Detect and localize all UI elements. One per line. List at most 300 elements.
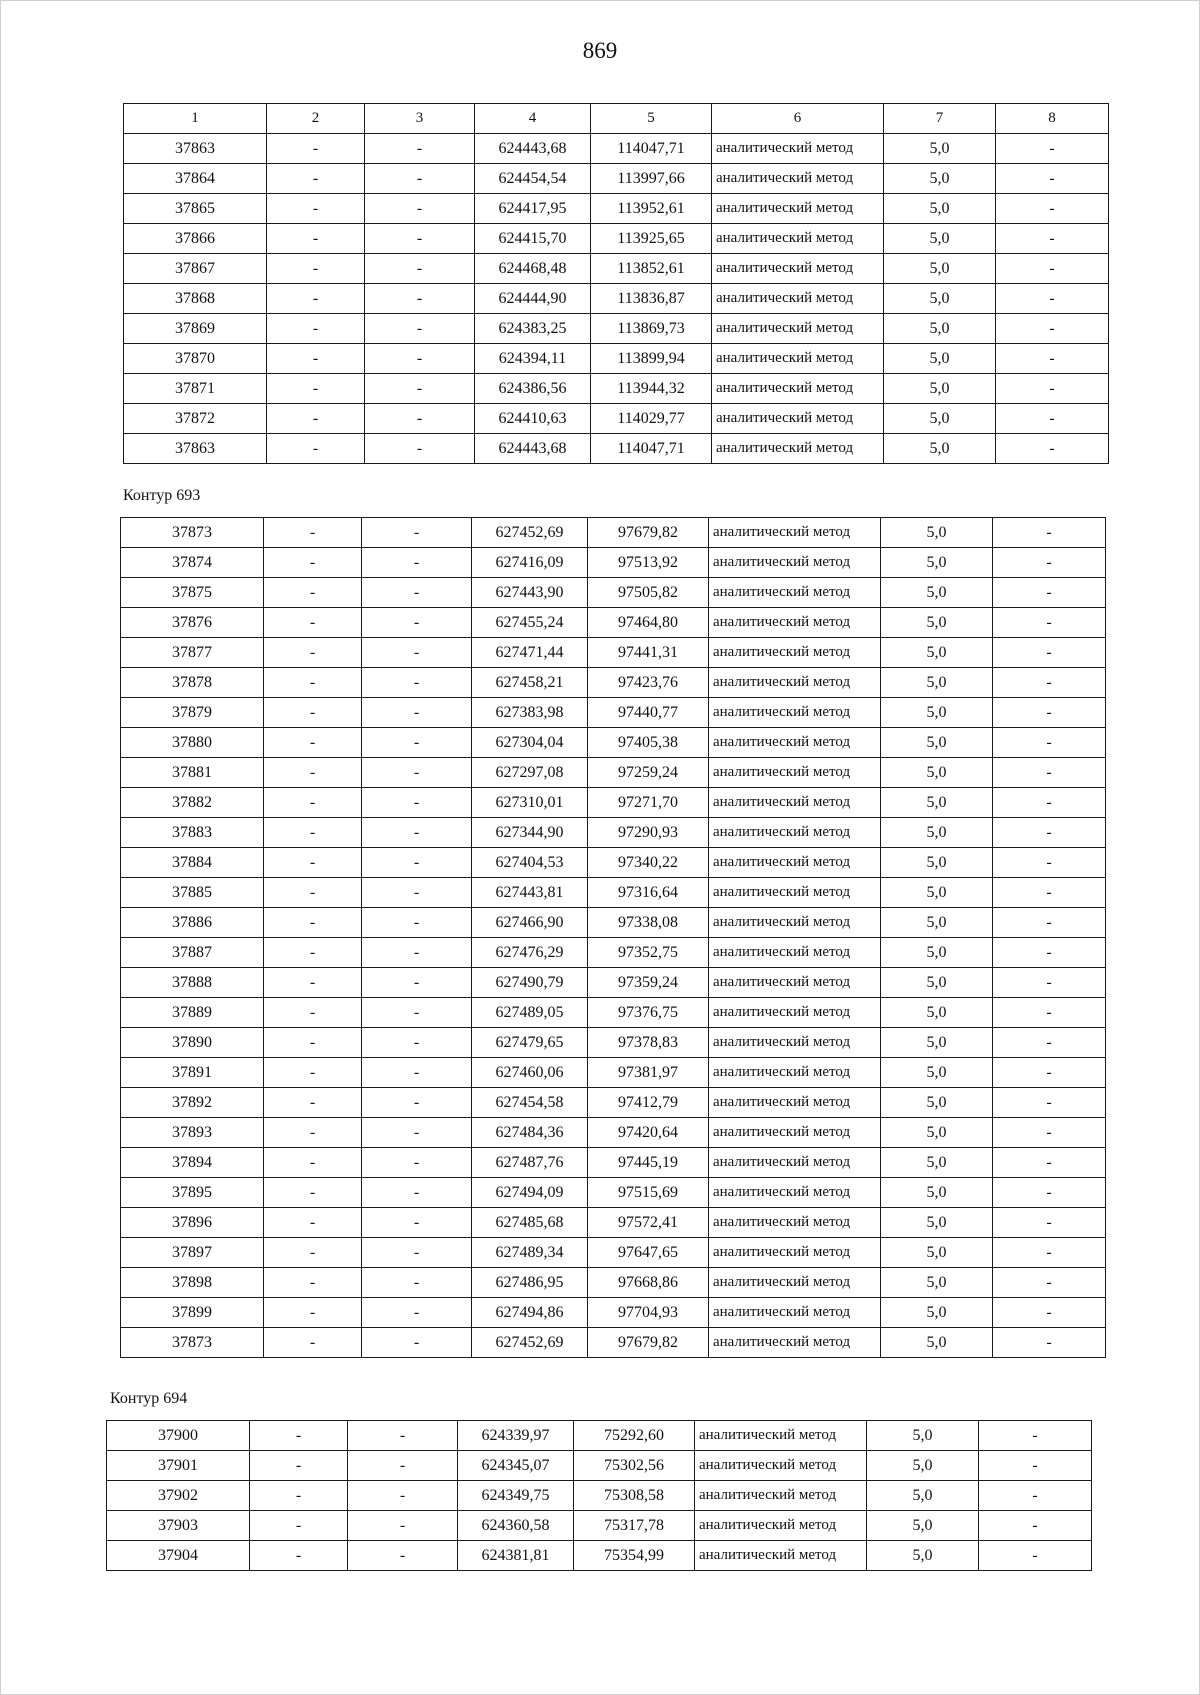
accuracy-cell: 5,0 <box>881 608 993 638</box>
point-number-cell: 37886 <box>121 908 264 938</box>
x-coordinate-cell: 624454,54 <box>475 164 591 194</box>
point-number-cell: 37868 <box>124 284 267 314</box>
point-number-cell: 37863 <box>124 434 267 464</box>
method-cell: аналитический метод <box>709 1028 881 1058</box>
col3-cell: - <box>362 1208 472 1238</box>
col3-cell: - <box>348 1421 458 1451</box>
col2-cell: - <box>264 1148 362 1178</box>
y-coordinate-cell: 97412,79 <box>588 1088 709 1118</box>
coordinates-table <box>106 1420 1092 1571</box>
accuracy-cell: 5,0 <box>881 518 993 548</box>
accuracy-cell: 5,0 <box>881 1028 993 1058</box>
column-header: 5 <box>591 104 712 134</box>
col3-cell: - <box>362 1028 472 1058</box>
accuracy-cell: 5,0 <box>881 1268 993 1298</box>
point-number-cell: 37876 <box>121 608 264 638</box>
x-coordinate-cell: 624345,07 <box>458 1451 574 1481</box>
point-number-cell: 37888 <box>121 968 264 998</box>
y-coordinate-cell: 75308,58 <box>574 1481 695 1511</box>
accuracy-cell: 5,0 <box>881 758 993 788</box>
table-block-1 <box>123 103 1109 464</box>
table-row <box>121 878 1106 908</box>
y-coordinate-cell: 97679,82 <box>588 518 709 548</box>
col2-cell: - <box>264 1028 362 1058</box>
point-number-cell: 37872 <box>124 404 267 434</box>
col2-cell: - <box>264 788 362 818</box>
accuracy-cell: 5,0 <box>881 1208 993 1238</box>
col3-cell: - <box>362 548 472 578</box>
col2-cell: - <box>264 1298 362 1328</box>
x-coordinate-cell: 627458,21 <box>472 668 588 698</box>
col8-cell: - <box>993 848 1106 878</box>
accuracy-cell: 5,0 <box>881 818 993 848</box>
table-row <box>121 1298 1106 1328</box>
method-cell: аналитический метод <box>709 1118 881 1148</box>
accuracy-cell: 5,0 <box>884 344 996 374</box>
x-coordinate-cell: 627344,90 <box>472 818 588 848</box>
x-coordinate-cell: 627383,98 <box>472 698 588 728</box>
point-number-cell: 37903 <box>107 1511 250 1541</box>
col2-cell: - <box>264 728 362 758</box>
x-coordinate-cell: 624468,48 <box>475 254 591 284</box>
table-row <box>121 1238 1106 1268</box>
method-cell: аналитический метод <box>709 878 881 908</box>
col3-cell: - <box>362 668 472 698</box>
method-cell: аналитический метод <box>712 404 884 434</box>
y-coordinate-cell: 113852,61 <box>591 254 712 284</box>
point-number-cell: 37898 <box>121 1268 264 1298</box>
x-coordinate-cell: 624339,97 <box>458 1421 574 1451</box>
col8-cell: - <box>979 1481 1092 1511</box>
col2-cell: - <box>264 668 362 698</box>
x-coordinate-cell: 627466,90 <box>472 908 588 938</box>
accuracy-cell: 5,0 <box>884 374 996 404</box>
accuracy-cell: 5,0 <box>881 998 993 1028</box>
x-coordinate-cell: 627489,05 <box>472 998 588 1028</box>
x-coordinate-cell: 624383,25 <box>475 314 591 344</box>
accuracy-cell: 5,0 <box>881 548 993 578</box>
accuracy-cell: 5,0 <box>881 1328 993 1358</box>
col8-cell: - <box>979 1451 1092 1481</box>
y-coordinate-cell: 97338,08 <box>588 908 709 938</box>
col2-cell: - <box>264 818 362 848</box>
point-number-cell: 37865 <box>124 194 267 224</box>
accuracy-cell: 5,0 <box>881 1178 993 1208</box>
method-cell: аналитический метод <box>712 134 884 164</box>
point-number-cell: 37866 <box>124 224 267 254</box>
table-row <box>124 434 1109 464</box>
table-row <box>124 374 1109 404</box>
table-row <box>121 698 1106 728</box>
table-row <box>121 548 1106 578</box>
point-number-cell: 37875 <box>121 578 264 608</box>
table-row <box>121 848 1106 878</box>
x-coordinate-cell: 624443,68 <box>475 134 591 164</box>
method-cell: аналитический метод <box>712 164 884 194</box>
accuracy-cell: 5,0 <box>881 1088 993 1118</box>
y-coordinate-cell: 97668,86 <box>588 1268 709 1298</box>
point-number-cell: 37881 <box>121 758 264 788</box>
point-number-cell: 37895 <box>121 1178 264 1208</box>
table-row <box>121 1088 1106 1118</box>
col3-cell: - <box>362 1118 472 1148</box>
point-number-cell: 37901 <box>107 1451 250 1481</box>
accuracy-cell: 5,0 <box>881 1148 993 1178</box>
table-row <box>124 134 1109 164</box>
x-coordinate-cell: 624394,11 <box>475 344 591 374</box>
table-row <box>121 1178 1106 1208</box>
accuracy-cell: 5,0 <box>884 314 996 344</box>
col3-cell: - <box>362 578 472 608</box>
table-row <box>121 668 1106 698</box>
point-number-cell: 37891 <box>121 1058 264 1088</box>
col3-cell: - <box>365 284 475 314</box>
x-coordinate-cell: 627310,01 <box>472 788 588 818</box>
col8-cell: - <box>993 1058 1106 1088</box>
y-coordinate-cell: 97359,24 <box>588 968 709 998</box>
y-coordinate-cell: 97513,92 <box>588 548 709 578</box>
col8-cell: - <box>996 434 1109 464</box>
point-number-cell: 37863 <box>124 134 267 164</box>
col8-cell: - <box>996 194 1109 224</box>
contour-label: Контур 693 <box>123 487 201 504</box>
column-header: 7 <box>884 104 996 134</box>
accuracy-cell: 5,0 <box>884 194 996 224</box>
method-cell: аналитический метод <box>709 1148 881 1178</box>
col8-cell: - <box>993 1268 1106 1298</box>
col8-cell: - <box>993 968 1106 998</box>
y-coordinate-cell: 97704,93 <box>588 1298 709 1328</box>
col8-cell: - <box>993 608 1106 638</box>
x-coordinate-cell: 624410,63 <box>475 404 591 434</box>
method-cell: аналитический метод <box>712 314 884 344</box>
col3-cell: - <box>365 254 475 284</box>
col2-cell: - <box>267 194 365 224</box>
point-number-cell: 37899 <box>121 1298 264 1328</box>
point-number-cell: 37874 <box>121 548 264 578</box>
col8-cell: - <box>979 1511 1092 1541</box>
y-coordinate-cell: 113997,66 <box>591 164 712 194</box>
col2-cell: - <box>264 638 362 668</box>
y-coordinate-cell: 113952,61 <box>591 194 712 224</box>
col3-cell: - <box>362 758 472 788</box>
col8-cell: - <box>993 578 1106 608</box>
y-coordinate-cell: 75317,78 <box>574 1511 695 1541</box>
accuracy-cell: 5,0 <box>881 668 993 698</box>
y-coordinate-cell: 97423,76 <box>588 668 709 698</box>
col3-cell: - <box>348 1451 458 1481</box>
col2-cell: - <box>267 314 365 344</box>
col8-cell: - <box>993 668 1106 698</box>
method-cell: аналитический метод <box>709 1208 881 1238</box>
col8-cell: - <box>993 788 1106 818</box>
col8-cell: - <box>993 518 1106 548</box>
col8-cell: - <box>993 1088 1106 1118</box>
y-coordinate-cell: 97420,64 <box>588 1118 709 1148</box>
point-number-cell: 37870 <box>124 344 267 374</box>
method-cell: аналитический метод <box>709 578 881 608</box>
table-row <box>124 224 1109 254</box>
table-row <box>121 1148 1106 1178</box>
table-row <box>121 908 1106 938</box>
x-coordinate-cell: 624444,90 <box>475 284 591 314</box>
col3-cell: - <box>362 1328 472 1358</box>
method-cell: аналитический метод <box>709 1268 881 1298</box>
col2-cell: - <box>267 434 365 464</box>
col3-cell: - <box>362 1088 472 1118</box>
col2-cell: - <box>264 938 362 968</box>
method-cell: аналитический метод <box>712 254 884 284</box>
accuracy-cell: 5,0 <box>881 908 993 938</box>
point-number-cell: 37879 <box>121 698 264 728</box>
accuracy-cell: 5,0 <box>881 698 993 728</box>
col2-cell: - <box>264 698 362 728</box>
x-coordinate-cell: 627452,69 <box>472 518 588 548</box>
col8-cell: - <box>996 254 1109 284</box>
point-number-cell: 37873 <box>121 1328 264 1358</box>
x-coordinate-cell: 627443,90 <box>472 578 588 608</box>
col8-cell: - <box>993 1148 1106 1178</box>
col3-cell: - <box>362 518 472 548</box>
point-number-cell: 37894 <box>121 1148 264 1178</box>
method-cell: аналитический метод <box>709 608 881 638</box>
col8-cell: - <box>996 224 1109 254</box>
method-cell: аналитический метод <box>709 1298 881 1328</box>
table-row <box>124 254 1109 284</box>
y-coordinate-cell: 97381,97 <box>588 1058 709 1088</box>
method-cell: аналитический метод <box>695 1451 867 1481</box>
x-coordinate-cell: 627454,58 <box>472 1088 588 1118</box>
x-coordinate-cell: 624443,68 <box>475 434 591 464</box>
col3-cell: - <box>362 848 472 878</box>
col2-cell: - <box>267 374 365 404</box>
col2-cell: - <box>264 848 362 878</box>
column-header: 4 <box>475 104 591 134</box>
table-block-3 <box>106 1420 1092 1571</box>
method-cell: аналитический метод <box>712 434 884 464</box>
col8-cell: - <box>996 314 1109 344</box>
x-coordinate-cell: 627486,95 <box>472 1268 588 1298</box>
point-number-cell: 37896 <box>121 1208 264 1238</box>
col3-cell: - <box>362 908 472 938</box>
column-header: 2 <box>267 104 365 134</box>
col3-cell: - <box>362 1238 472 1268</box>
point-number-cell: 37883 <box>121 818 264 848</box>
col3-cell: - <box>362 818 472 848</box>
method-cell: аналитический метод <box>695 1421 867 1451</box>
accuracy-cell: 5,0 <box>881 578 993 608</box>
col3-cell: - <box>365 344 475 374</box>
accuracy-cell: 5,0 <box>884 404 996 434</box>
x-coordinate-cell: 624386,56 <box>475 374 591 404</box>
x-coordinate-cell: 627494,86 <box>472 1298 588 1328</box>
accuracy-cell: 5,0 <box>881 1058 993 1088</box>
y-coordinate-cell: 75354,99 <box>574 1541 695 1571</box>
col2-cell: - <box>264 1328 362 1358</box>
y-coordinate-cell: 97352,75 <box>588 938 709 968</box>
col2-cell: - <box>267 254 365 284</box>
method-cell: аналитический метод <box>709 1058 881 1088</box>
col8-cell: - <box>993 728 1106 758</box>
column-header: 3 <box>365 104 475 134</box>
col8-cell: - <box>996 284 1109 314</box>
table-row <box>121 1058 1106 1088</box>
table-row <box>121 518 1106 548</box>
col2-cell: - <box>267 284 365 314</box>
col2-cell: - <box>264 548 362 578</box>
point-number-cell: 37893 <box>121 1118 264 1148</box>
point-number-cell: 37887 <box>121 938 264 968</box>
accuracy-cell: 5,0 <box>881 728 993 758</box>
col2-cell: - <box>264 968 362 998</box>
method-cell: аналитический метод <box>695 1541 867 1571</box>
x-coordinate-cell: 624417,95 <box>475 194 591 224</box>
x-coordinate-cell: 627452,69 <box>472 1328 588 1358</box>
x-coordinate-cell: 627487,76 <box>472 1148 588 1178</box>
accuracy-cell: 5,0 <box>881 1118 993 1148</box>
y-coordinate-cell: 97378,83 <box>588 1028 709 1058</box>
method-cell: аналитический метод <box>709 968 881 998</box>
x-coordinate-cell: 624415,70 <box>475 224 591 254</box>
table-row <box>121 728 1106 758</box>
col2-cell: - <box>264 578 362 608</box>
x-coordinate-cell: 627479,65 <box>472 1028 588 1058</box>
col3-cell: - <box>362 968 472 998</box>
accuracy-cell: 5,0 <box>867 1511 979 1541</box>
x-coordinate-cell: 627471,44 <box>472 638 588 668</box>
y-coordinate-cell: 97572,41 <box>588 1208 709 1238</box>
col2-cell: - <box>250 1541 348 1571</box>
col3-cell: - <box>362 728 472 758</box>
col3-cell: - <box>365 314 475 344</box>
col8-cell: - <box>993 1118 1106 1148</box>
table-row <box>107 1451 1092 1481</box>
x-coordinate-cell: 627484,36 <box>472 1118 588 1148</box>
table-row <box>121 1028 1106 1058</box>
y-coordinate-cell: 113944,32 <box>591 374 712 404</box>
x-coordinate-cell: 627443,81 <box>472 878 588 908</box>
x-coordinate-cell: 627460,06 <box>472 1058 588 1088</box>
y-coordinate-cell: 75302,56 <box>574 1451 695 1481</box>
col8-cell: - <box>993 1028 1106 1058</box>
col3-cell: - <box>362 698 472 728</box>
accuracy-cell: 5,0 <box>884 224 996 254</box>
method-cell: аналитический метод <box>709 1238 881 1268</box>
col2-cell: - <box>267 344 365 374</box>
col3-cell: - <box>362 638 472 668</box>
col3-cell: - <box>362 998 472 1028</box>
table-row <box>107 1421 1092 1451</box>
y-coordinate-cell: 97464,80 <box>588 608 709 638</box>
method-cell: аналитический метод <box>709 758 881 788</box>
table-row <box>107 1541 1092 1571</box>
x-coordinate-cell: 627490,79 <box>472 968 588 998</box>
method-cell: аналитический метод <box>709 548 881 578</box>
accuracy-cell: 5,0 <box>881 638 993 668</box>
col3-cell: - <box>348 1481 458 1511</box>
method-cell: аналитический метод <box>712 194 884 224</box>
col2-cell: - <box>250 1511 348 1541</box>
y-coordinate-cell: 113869,73 <box>591 314 712 344</box>
x-coordinate-cell: 627476,29 <box>472 938 588 968</box>
contour-label: Контур 694 <box>110 1390 188 1407</box>
x-coordinate-cell: 627304,04 <box>472 728 588 758</box>
col8-cell: - <box>993 878 1106 908</box>
accuracy-cell: 5,0 <box>884 164 996 194</box>
accuracy-cell: 5,0 <box>884 284 996 314</box>
method-cell: аналитический метод <box>709 518 881 548</box>
col2-cell: - <box>267 224 365 254</box>
col2-cell: - <box>264 758 362 788</box>
col3-cell: - <box>362 1268 472 1298</box>
accuracy-cell: 5,0 <box>881 878 993 908</box>
y-coordinate-cell: 97340,22 <box>588 848 709 878</box>
col8-cell: - <box>993 1238 1106 1268</box>
x-coordinate-cell: 627297,08 <box>472 758 588 788</box>
method-cell: аналитический метод <box>695 1511 867 1541</box>
accuracy-cell: 5,0 <box>867 1451 979 1481</box>
col2-cell: - <box>264 878 362 908</box>
y-coordinate-cell: 97647,65 <box>588 1238 709 1268</box>
col2-cell: - <box>250 1451 348 1481</box>
x-coordinate-cell: 627489,34 <box>472 1238 588 1268</box>
point-number-cell: 37904 <box>107 1541 250 1571</box>
col8-cell: - <box>993 548 1106 578</box>
col3-cell: - <box>348 1511 458 1541</box>
col2-cell: - <box>267 134 365 164</box>
col8-cell: - <box>993 638 1106 668</box>
point-number-cell: 37871 <box>124 374 267 404</box>
col2-cell: - <box>264 1058 362 1088</box>
method-cell: аналитический метод <box>712 344 884 374</box>
table-row <box>107 1481 1092 1511</box>
col3-cell: - <box>365 404 475 434</box>
method-cell: аналитический метод <box>712 224 884 254</box>
coordinates-table <box>120 517 1106 1358</box>
method-cell: аналитический метод <box>709 728 881 758</box>
x-coordinate-cell: 627494,09 <box>472 1178 588 1208</box>
col8-cell: - <box>993 758 1106 788</box>
y-coordinate-cell: 97441,31 <box>588 638 709 668</box>
y-coordinate-cell: 97505,82 <box>588 578 709 608</box>
accuracy-cell: 5,0 <box>881 848 993 878</box>
accuracy-cell: 5,0 <box>881 1238 993 1268</box>
col8-cell: - <box>996 164 1109 194</box>
col8-cell: - <box>996 404 1109 434</box>
y-coordinate-cell: 97445,19 <box>588 1148 709 1178</box>
col3-cell: - <box>365 164 475 194</box>
method-cell: аналитический метод <box>709 998 881 1028</box>
y-coordinate-cell: 114047,71 <box>591 434 712 464</box>
y-coordinate-cell: 97316,64 <box>588 878 709 908</box>
col8-cell: - <box>979 1421 1092 1451</box>
point-number-cell: 37902 <box>107 1481 250 1511</box>
method-cell: аналитический метод <box>709 818 881 848</box>
table-row <box>124 194 1109 224</box>
point-number-cell: 37897 <box>121 1238 264 1268</box>
table-row <box>121 968 1106 998</box>
table-row <box>121 638 1106 668</box>
table-row <box>124 164 1109 194</box>
method-cell: аналитический метод <box>712 284 884 314</box>
col8-cell: - <box>993 908 1106 938</box>
y-coordinate-cell: 114029,77 <box>591 404 712 434</box>
table-row <box>121 1118 1106 1148</box>
column-header: 1 <box>124 104 267 134</box>
table-row <box>121 578 1106 608</box>
accuracy-cell: 5,0 <box>884 134 996 164</box>
point-number-cell: 37900 <box>107 1421 250 1451</box>
